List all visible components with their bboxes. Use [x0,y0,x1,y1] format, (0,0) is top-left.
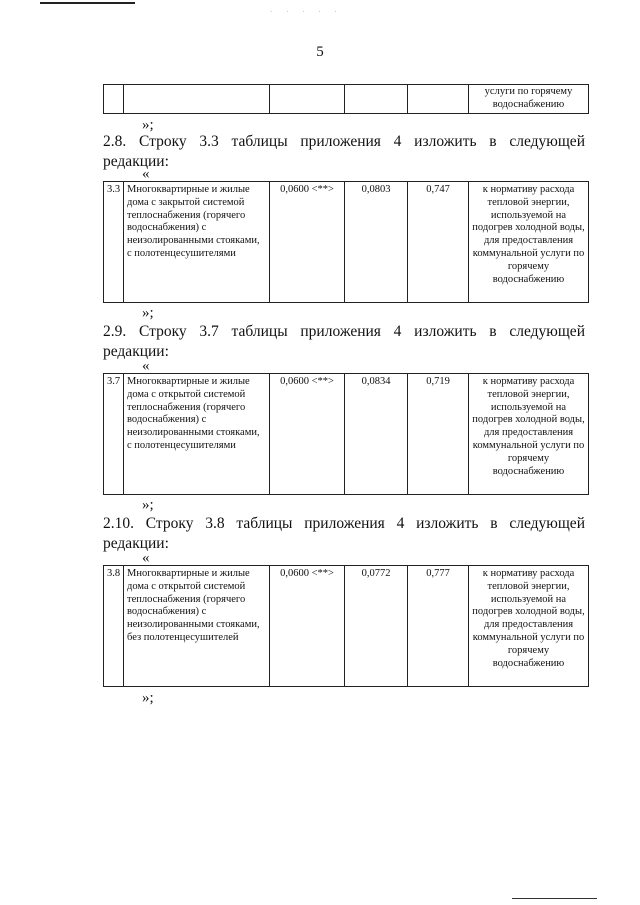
page-number: 5 [316,44,324,60]
row-description: Многоквартирные и жилые дома с открытой системой теплоснабжения (горячего водоснабжения) с неизолированными стояками, с полотенцесушителями [124,374,270,495]
row-number: 3.8 [104,566,124,687]
fragment-cell-value2 [345,85,408,114]
fragment-cell-note: услуги по горячему водоснабжению [469,85,589,114]
row-description: Многоквартирные и жилые дома с закрытой системой теплоснабжения (горячего водоснабжения) с неизолированными стояками, с полотенцесушителями [124,182,270,303]
row-number: 3.3 [104,182,124,303]
opening-quote: « [142,166,150,182]
section-heading: 2.8. Строку 3.3 таблицы приложения 4 изложить в следующей [103,133,585,150]
table-fragment [103,84,589,114]
row-note: к нормативу расхода тепловой энергии, используемой на подогрев холодной воды, для предоставления коммунальной услуги по горячему водоснабжению [469,566,589,687]
table-row-3-3 [103,181,589,303]
fragment-cell-value3 [408,85,469,114]
section-heading-cont: редакции: [103,535,169,552]
closing-quote: »; [142,117,154,133]
row-value1: 0,0600 <**> [270,374,345,495]
row-value2: 0,0834 [345,374,408,495]
row-value3: 0,719 [408,374,469,495]
section-heading: 2.9. Строку 3.7 таблицы приложения 4 изложить в следующей [103,323,585,340]
top-scan-line [40,2,135,4]
row-note: к нормативу расхода тепловой энергии, используемой на подогрев холодной воды, для предоставления коммунальной услуги по горячему водоснабжению [469,182,589,303]
fragment-cell-description [124,85,270,114]
table-row-3-8 [103,565,589,687]
bottom-scan-line [512,898,597,899]
closing-quote: »; [142,305,154,321]
fragment-cell-num [104,85,124,114]
row-value1: 0,0600 <**> [270,566,345,687]
section-heading-cont: редакции: [103,153,169,170]
closing-quote: »; [142,497,154,513]
row-value3: 0,747 [408,182,469,303]
fragment-cell-value1 [270,85,345,114]
table-row-3-7 [103,373,589,495]
closing-quote: »; [142,690,154,706]
row-value3: 0,777 [408,566,469,687]
row-note: к нормативу расхода тепловой энергии, используемой на подогрев холодной воды, для предоставления коммунальной услуги по горячему водоснабжению [469,374,589,495]
row-value2: 0,0772 [345,566,408,687]
scan-artifact: · · · · · [270,8,343,16]
row-value2: 0,0803 [345,182,408,303]
opening-quote: « [142,550,150,566]
opening-quote: « [142,358,150,374]
section-heading: 2.10. Строку 3.8 таблицы приложения 4 изложить в следующей [103,515,585,532]
row-number: 3.7 [104,374,124,495]
section-heading-cont: редакции: [103,343,169,360]
row-description: Многоквартирные и жилые дома с открытой системой теплоснабжения (горячего водоснабжения) с неизолированными стояками, без полотенцесушителей [124,566,270,687]
row-value1: 0,0600 <**> [270,182,345,303]
